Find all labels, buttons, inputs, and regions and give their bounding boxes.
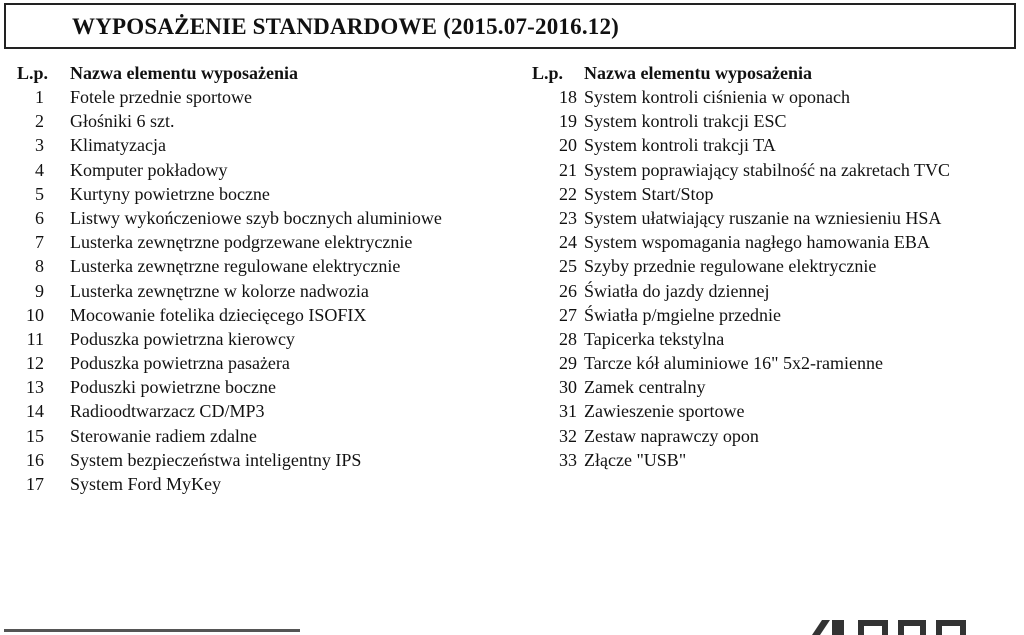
list-item	[0, 353, 520, 377]
item-name: System wspomagania nagłego hamowania EBA	[584, 232, 930, 253]
item-number: 9	[35, 280, 44, 301]
list-item	[520, 135, 1024, 159]
item-number: 2	[35, 111, 44, 132]
item-number: 27	[559, 304, 577, 325]
item-number: 31	[559, 401, 577, 422]
list-item	[0, 305, 520, 329]
list-item	[520, 256, 1024, 280]
item-name: Poduszki powietrzne boczne	[70, 377, 276, 398]
document-title-box	[4, 3, 1016, 49]
item-number: 23	[559, 207, 577, 228]
column-header-name: Nazwa elementu wyposażenia	[70, 63, 298, 83]
item-number: 24	[559, 232, 577, 253]
item-number: 16	[26, 449, 44, 470]
item-name: Klimatyzacja	[70, 135, 166, 156]
item-name: Światła do jazdy dziennej	[584, 280, 770, 301]
item-name: Kurtyny powietrzne boczne	[70, 183, 270, 204]
item-number: 19	[559, 111, 577, 132]
list-item	[0, 281, 520, 305]
list-item	[0, 377, 520, 401]
list-header	[0, 63, 520, 87]
item-name: Tarcze kół aluminiowe 16" 5x2-ramienne	[584, 353, 883, 374]
item-name: System ułatwiający ruszanie na wzniesieniu HSA	[584, 207, 942, 228]
list-item	[520, 377, 1024, 401]
item-number: 28	[559, 328, 577, 349]
equipment-list-left	[0, 63, 520, 498]
list-item	[0, 160, 520, 184]
list-item	[520, 401, 1024, 425]
item-number: 6	[35, 207, 44, 228]
item-name: System Ford MyKey	[70, 474, 222, 494]
item-number: 7	[35, 232, 44, 253]
list-item	[520, 232, 1024, 256]
item-number: 1	[35, 87, 44, 107]
item-number: 13	[26, 377, 44, 398]
item-name: Lusterka zewnętrzne regulowane elektrycznie	[70, 256, 401, 277]
item-name: Zawieszenie sportowe	[584, 401, 745, 422]
item-name: System poprawiający stabilność na zakretach TVC	[584, 159, 951, 180]
item-name: Sterowanie radiem zdalne	[70, 425, 257, 446]
item-name: System kontroli trakcji ESC	[584, 111, 787, 132]
list-header	[520, 63, 1024, 87]
list-item	[0, 232, 520, 256]
item-name: Zestaw naprawczy opon	[584, 425, 759, 446]
item-name: Głośniki 6 szt.	[70, 111, 175, 132]
item-number: 26	[559, 280, 577, 301]
item-name: System Start/Stop	[584, 183, 714, 204]
item-number: 10	[26, 304, 44, 325]
list-item	[520, 281, 1024, 305]
item-number: 29	[559, 353, 577, 374]
item-name: Zamek centralny	[584, 377, 706, 398]
item-name: System kontroli ciśnienia w oponach	[584, 87, 850, 107]
column-header-name: Nazwa elementu wyposażenia	[584, 63, 812, 83]
item-name: Poduszka powietrzna pasażera	[70, 353, 290, 374]
list-item	[520, 111, 1024, 135]
list-item	[0, 426, 520, 450]
item-name: System kontroli trakcji TA	[584, 135, 776, 156]
item-name: Fotele przednie sportowe	[70, 87, 252, 107]
item-number: 18	[559, 87, 577, 107]
item-name: Mocowanie fotelika dziecięcego ISOFIX	[70, 304, 367, 325]
list-item	[520, 450, 1024, 474]
item-number: 25	[559, 256, 577, 277]
list-item	[0, 135, 520, 159]
item-name: Tapicerka tekstylna	[584, 328, 725, 349]
list-item	[0, 401, 520, 425]
item-name: System bezpieczeństwa inteligentny IPS	[70, 449, 362, 470]
list-item	[520, 353, 1024, 377]
item-name: Radioodtwarzacz CD/MP3	[70, 401, 265, 422]
list-item	[520, 160, 1024, 184]
equipment-list-right	[520, 63, 1024, 474]
list-item	[0, 208, 520, 232]
item-number: 20	[559, 135, 577, 156]
list-item	[520, 305, 1024, 329]
list-item	[520, 426, 1024, 450]
item-number: 33	[559, 449, 577, 470]
item-number: 12	[26, 353, 44, 374]
column-header-lp: L.p.	[532, 63, 564, 83]
item-number: 4	[35, 159, 44, 180]
item-number: 30	[559, 377, 577, 398]
list-item	[520, 87, 1024, 111]
list-item	[520, 208, 1024, 232]
item-number: 21	[559, 159, 577, 180]
item-number: 15	[26, 425, 44, 446]
item-number: 3	[35, 135, 44, 156]
item-number: 17	[26, 474, 44, 494]
watermark-logo-icon	[812, 616, 992, 635]
list-item	[520, 329, 1024, 353]
item-name: Lusterka zewnętrzne w kolorze nadwozia	[70, 280, 369, 301]
list-item	[0, 450, 520, 474]
item-number: 5	[35, 183, 44, 204]
item-number: 14	[26, 401, 44, 422]
document-title: WYPOSAŻENIE STANDARDOWE (2015.07-2016.12)	[72, 14, 620, 39]
bottom-divider	[4, 629, 300, 632]
list-item	[0, 329, 520, 353]
item-number: 11	[26, 328, 44, 349]
item-name: Szyby przednie regulowane elektrycznie	[584, 256, 877, 277]
item-name: Złącze "USB"	[584, 449, 687, 470]
list-item	[0, 87, 520, 111]
list-item	[0, 256, 520, 280]
item-number: 22	[559, 183, 577, 204]
column-header-lp: L.p.	[17, 63, 49, 83]
item-name: Światła p/mgielne przednie	[584, 304, 781, 325]
list-item	[0, 111, 520, 135]
item-name: Poduszka powietrzna kierowcy	[70, 328, 295, 349]
item-number: 8	[35, 256, 44, 277]
item-name: Lusterka zewnętrzne podgrzewane elektrycznie	[70, 232, 413, 253]
list-item	[0, 184, 520, 208]
list-item	[520, 184, 1024, 208]
item-name: Listwy wykończeniowe szyb bocznych aluminiowe	[70, 207, 442, 228]
list-item	[0, 474, 520, 498]
item-name: Komputer pokładowy	[70, 159, 228, 180]
item-number: 32	[559, 425, 577, 446]
